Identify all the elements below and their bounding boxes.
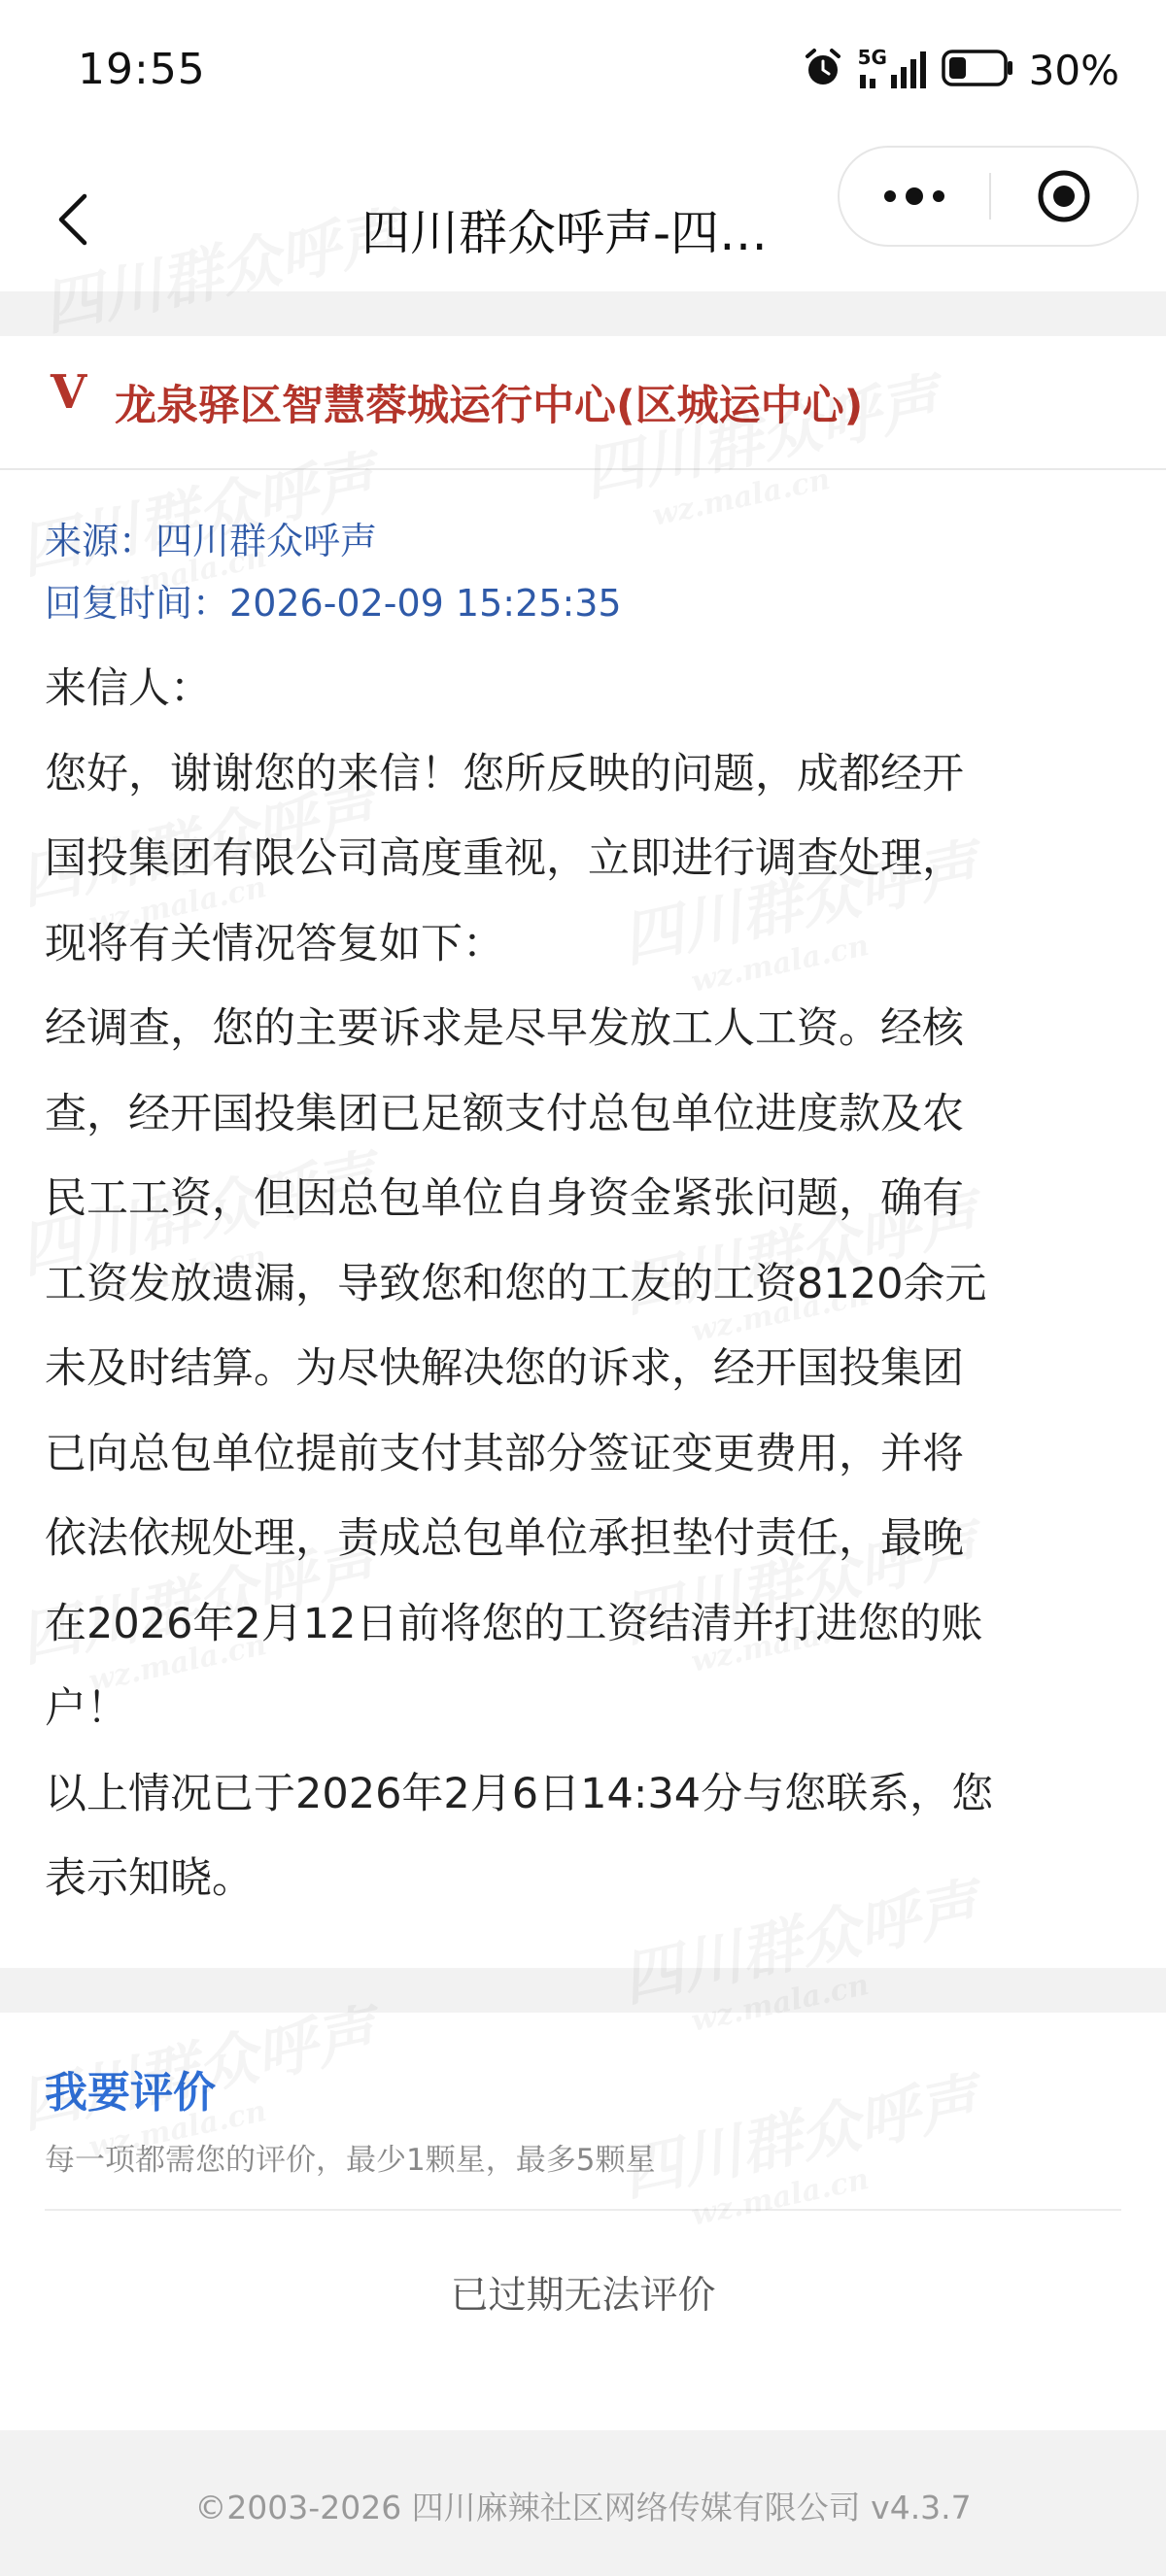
reply-time bbox=[45, 573, 622, 627]
reply-source bbox=[45, 511, 377, 564]
reply-line: 表示知晓。 bbox=[45, 1854, 254, 1903]
close-button[interactable] bbox=[991, 148, 1137, 245]
reply-line: 查，经开国投集团已足额支付总包单位进度款及农 bbox=[45, 1089, 964, 1138]
network-type: 5G bbox=[857, 46, 887, 69]
reply-line: 未及时结算。为尽快解决您的诉求，经开国投集团 bbox=[45, 1344, 964, 1393]
reply-body bbox=[45, 647, 1114, 1922]
reply-line: 户！ bbox=[45, 1684, 128, 1733]
time-value: 2026-02-09 15:25:35 bbox=[229, 582, 622, 625]
department-header bbox=[0, 336, 1166, 470]
rating-title: 我要评价 bbox=[45, 2068, 216, 2118]
battery-icon bbox=[942, 49, 1015, 91]
page-title: 四川群众呼声-四… bbox=[361, 205, 769, 261]
more-dots-icon bbox=[880, 186, 948, 206]
mini-program-capsule bbox=[838, 146, 1139, 247]
rating-card bbox=[0, 2013, 1166, 2430]
reply-line: 以上情况已于2026年2月6日14:34分与您联系，您 bbox=[45, 1769, 994, 1818]
chevron-left-icon bbox=[53, 190, 92, 249]
more-button[interactable] bbox=[840, 148, 989, 245]
reply-card bbox=[0, 336, 1166, 1968]
target-close-icon bbox=[1035, 167, 1093, 225]
reply-line: 经调查，您的主要诉求是尽早发放工人工资。经核 bbox=[45, 1004, 964, 1053]
nav-bar bbox=[0, 146, 1166, 291]
reply-line: 民工工资，但因总包单位自身资金紧张问题，确有 bbox=[45, 1174, 964, 1223]
rating-expired-notice: 已过期无法评价 bbox=[450, 2274, 716, 2318]
battery-percent: 30% bbox=[1028, 46, 1119, 94]
reply-line: 国投集团有限公司高度重视，立即进行调查处理， bbox=[45, 834, 964, 883]
rating-hint: 每一项都需您的评价，最少1颗星，最多5颗星 bbox=[45, 2143, 656, 2178]
reply-line: 您好，谢谢您的来信！您所反映的问题，成都经开 bbox=[45, 749, 964, 798]
reply-line: 已向总包单位提前支付其部分签证变更费用，并将 bbox=[45, 1429, 964, 1478]
department-name: 龙泉驿区智慧蓉城运行中心(区城运中心) bbox=[115, 382, 864, 430]
copyright: ©2003-2026 四川麻辣社区网络传媒有限公司 v4.3.7 bbox=[194, 2489, 972, 2526]
status-time: 19:55 bbox=[78, 45, 206, 94]
reply-line: 来信人： bbox=[45, 664, 212, 713]
time-label: 回复时间： bbox=[45, 582, 230, 625]
verified-mark-icon: V bbox=[51, 365, 87, 420]
reply-line: 工资发放遗漏，导致您和您的工友的工资8120余元 bbox=[45, 1259, 987, 1308]
divider bbox=[45, 2209, 1121, 2211]
status-bar bbox=[0, 0, 1166, 146]
signal-icon bbox=[858, 46, 928, 94]
reply-line: 在2026年2月12日前将您的工资结清并打进您的账 bbox=[45, 1599, 983, 1648]
status-icons bbox=[802, 43, 1119, 97]
back-button[interactable] bbox=[39, 181, 107, 258]
source-label: 来源： bbox=[45, 520, 156, 562]
footer bbox=[0, 2430, 1166, 2576]
source-value: 四川群众呼声 bbox=[155, 520, 378, 562]
reply-line: 现将有关情况答复如下： bbox=[45, 919, 504, 968]
alarm-icon bbox=[802, 47, 844, 93]
reply-line: 依法依规处理，责成总包单位承担垫付责任，最晚 bbox=[45, 1514, 964, 1563]
